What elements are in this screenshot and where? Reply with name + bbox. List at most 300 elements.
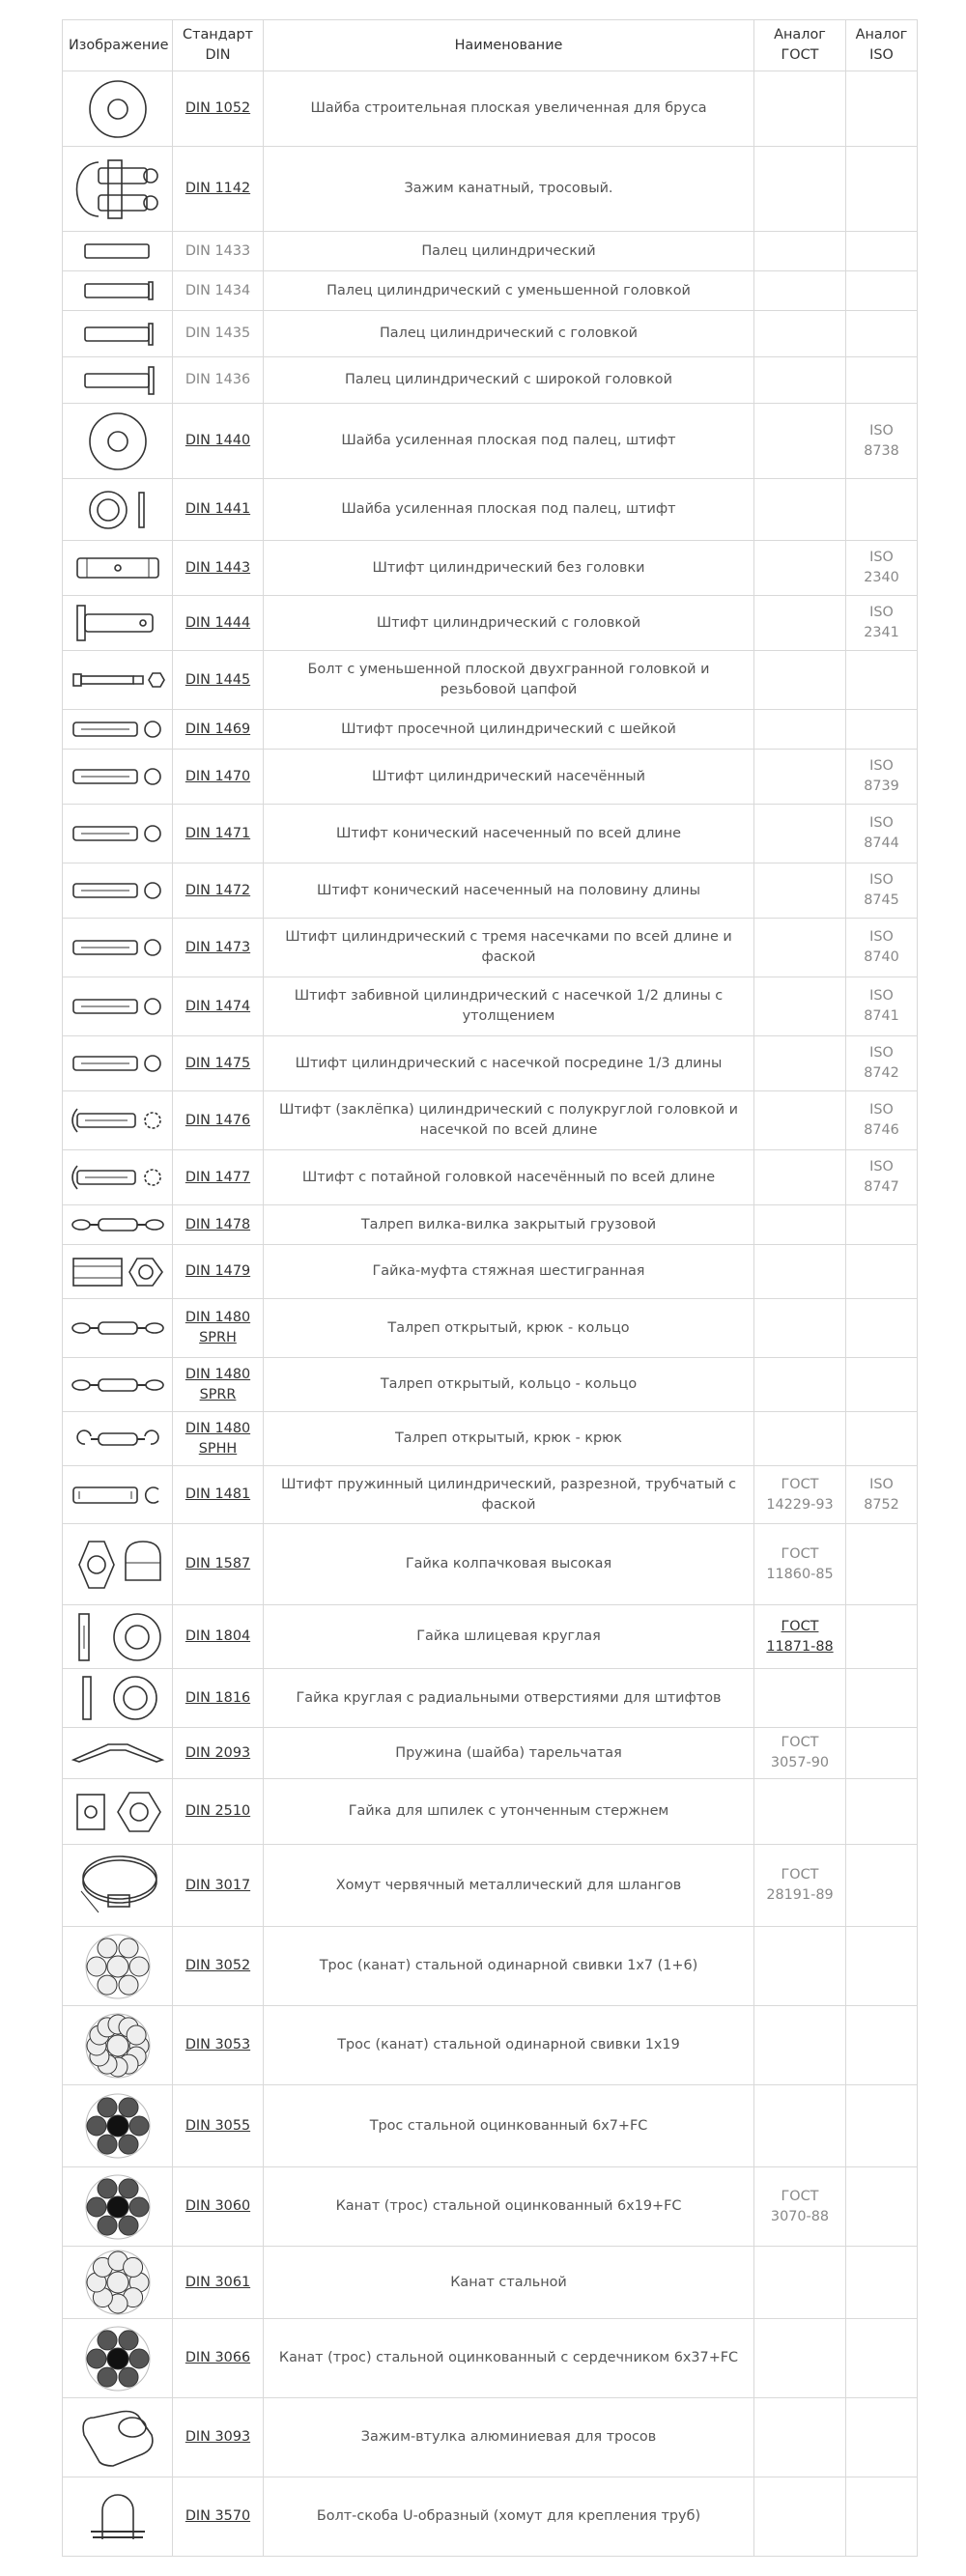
table-row [63,1299,918,1358]
din-cell [173,1205,264,1245]
din-cell [173,805,264,863]
din-link[interactable]: DIN 2510 [185,1803,251,1819]
table-row [63,2477,918,2557]
image-cell [63,977,173,1036]
image-cell [63,1358,173,1412]
image-cell [63,1779,173,1845]
image-cell [63,750,173,805]
din-link[interactable]: DIN 1477 [185,1169,251,1185]
turnbuckle-icon [69,1214,166,1235]
din-link[interactable]: DIN 3061 [185,2274,251,2290]
iso-cell [846,1358,918,1412]
gost-cell [754,750,846,805]
name-cell: Зажим канатный, тросовый. [264,147,754,232]
table-row [63,541,918,596]
gost-cell [754,710,846,750]
gost-cell [754,2477,846,2557]
iso-cell [846,2085,918,2167]
din-link[interactable]: DIN 1473 [185,939,251,955]
table-row [63,2398,918,2477]
table-row [63,2085,918,2167]
iso-cell [846,651,918,710]
image-cell [63,311,173,357]
image-cell [63,1728,173,1779]
din-cell [173,1728,264,1779]
image-cell [63,2319,173,2398]
gost-cell [754,1605,846,1669]
name-cell: Трос (канат) стальной одинарной свивки 1x19 [264,2006,754,2085]
name-cell: Зажим-втулка алюминиевая для тросов [264,2398,754,2477]
image-cell [63,1466,173,1524]
image-cell [63,2167,173,2247]
image-cell [63,1927,173,2006]
table-row [63,805,918,863]
gost-cell [754,71,846,147]
din-link[interactable]: DIN 1443 [185,559,251,576]
gost-label: ГОСТ 14229-93 [766,1476,834,1513]
iso-cell: ISO 8745 [846,863,918,919]
iso-cell [846,71,918,147]
din-cell [173,1927,264,2006]
gost-cell [754,479,846,541]
din-cell [173,1524,264,1605]
din-link[interactable]: DIN 1587 [185,1556,251,1571]
gost-cell [754,1466,846,1524]
name-cell: Штифт цилиндрический с головкой [264,596,754,651]
image-cell [63,147,173,232]
turnbuckle-hook-eye-icon [69,1317,166,1339]
header-din: Стандарт DIN [173,20,264,71]
grooved-rivet-icon [69,1103,166,1138]
din-link[interactable]: DIN 1445 [185,671,251,688]
name-cell: Гайка шлицевая круглая [264,1605,754,1669]
din-cell [173,750,264,805]
iso-cell [846,1524,918,1605]
iso-cell [846,479,918,541]
gost-label: ГОСТ 3070-88 [770,2188,830,2224]
gost-cell [754,541,846,596]
din-cell [173,404,264,479]
turnbuckle-eye-eye-icon [69,1374,166,1396]
name-cell: Штифт цилиндрический с насечкой посредине 1/3 длины [264,1036,754,1091]
iso-cell [846,271,918,311]
image-cell [63,357,173,404]
din-cell [173,1845,264,1927]
table-row [63,1412,918,1466]
table-row [63,710,918,750]
iso-cell: ISO 8752 [846,1466,918,1524]
wire-rope-1x7-icon [69,1931,166,2002]
din-cell [173,232,264,271]
din-cell [173,479,264,541]
name-cell: Талреп открытый, крюк - крюк [264,1412,754,1466]
cap-nut-icon [69,1534,166,1596]
din-cell [173,357,264,404]
stud-nut-icon [69,1785,166,1839]
image-cell [63,805,173,863]
name-cell: Хомут червячный металлический для шлангов [264,1845,754,1927]
header-name: Наименование [264,20,754,71]
din-cell [173,147,264,232]
iso-cell [846,1845,918,1927]
gost-cell [754,1845,846,1927]
grooved-pin-icon [69,930,166,965]
image-cell [63,71,173,147]
table-row [63,1091,918,1150]
image-cell [63,1845,173,1927]
din-link[interactable]: DIN 3052 [185,1958,251,1973]
gost-cell [754,863,846,919]
header-image: Изображение [63,20,173,71]
image-cell [63,2006,173,2085]
din-link[interactable]: DIN 1480 SPRH [185,1310,251,1345]
din-link[interactable]: DIN 1479 [185,1263,251,1279]
name-cell: Палец цилиндрический с широкой головкой [264,357,754,404]
din-link[interactable]: DIN 3055 [185,2117,251,2134]
name-cell: Гайка круглая с радиальными отверстиями для штифтов [264,1669,754,1728]
name-cell: Гайка-муфта стяжная шестигранная [264,1245,754,1299]
pin-icon [69,232,166,270]
table-row [63,1728,918,1779]
din-cell [173,1036,264,1091]
image-cell [63,2398,173,2477]
name-cell: Штифт забивной цилиндрический с насечкой 1/2 длины с утолщением [264,977,754,1036]
table-row [63,1605,918,1669]
wire-rope-6x19-icon [69,2171,166,2243]
din-cell [173,1605,264,1669]
gost-link[interactable]: ГОСТ 11871-88 [766,1618,834,1655]
iso-cell: ISO 8747 [846,1150,918,1205]
table-row [63,1466,918,1524]
disc-spring-icon [69,1739,166,1768]
name-cell: Талреп вилка-вилка закрытый грузовой [264,1205,754,1245]
gost-label: ГОСТ 28191-89 [766,1867,834,1903]
washer-icon [69,410,166,472]
headed-pin-icon [69,600,166,646]
iso-cell [846,1669,918,1728]
iso-cell: ISO 8742 [846,1036,918,1091]
table-row [63,1245,918,1299]
pin-wide-head-icon [69,361,166,400]
iso-cell [846,2477,918,2557]
image-cell [63,710,173,750]
u-bolt-icon [69,2485,166,2549]
gost-cell [754,2247,846,2319]
name-cell: Канат (трос) стальной оцинкованный с сердечником 6x37+FC [264,2319,754,2398]
din-cell [173,2006,264,2085]
table-row [63,1524,918,1605]
gost-cell [754,147,846,232]
din-link[interactable]: DIN 1475 [185,1055,251,1071]
iso-cell [846,311,918,357]
name-cell: Канат стальной [264,2247,754,2319]
table-row [63,271,918,311]
din-link[interactable]: DIN 1444 [185,614,251,631]
slotted-round-nut-icon [69,1606,166,1668]
wire-rope-clamp-icon [69,151,166,228]
din-label: DIN 1433 [185,242,251,259]
table-row [63,1845,918,1927]
gost-cell [754,1779,846,1845]
image-cell [63,541,173,596]
name-cell: Гайка для шпилек с утонченным стержнем [264,1779,754,1845]
washer-side-icon [69,489,166,531]
gost-cell [754,977,846,1036]
spring-pin-icon [69,1478,166,1513]
din-link[interactable]: DIN 1469 [185,721,251,737]
ferrule-icon [69,2406,166,2470]
table-row [63,596,918,651]
name-cell: Штифт цилиндрический насечённый [264,750,754,805]
table-row [63,1205,918,1245]
table-row [63,2167,918,2247]
din-link[interactable]: DIN 3093 [185,2429,251,2445]
din-cell [173,1091,264,1150]
din-cell [173,2477,264,2557]
din-cell [173,1466,264,1524]
grooved-pin-icon [69,816,166,851]
din-cell [173,71,264,147]
iso-cell [846,232,918,271]
din-link[interactable]: DIN 1474 [185,998,251,1014]
din-link[interactable]: DIN 1480 SPHH [185,1420,251,1457]
name-cell: Талреп открытый, крюк - кольцо [264,1299,754,1358]
name-cell: Штифт (заклёпка) цилиндрический с полукруглой головкой и насечкой по всей длине [264,1091,754,1150]
table-row [63,750,918,805]
iso-cell [846,1412,918,1466]
din-cell [173,541,264,596]
image-cell [63,479,173,541]
iso-cell [846,1728,918,1779]
wire-rope-1x19-icon [69,2010,166,2081]
round-nut-holes-icon [69,1671,166,1725]
gost-cell [754,311,846,357]
image-cell [63,2247,173,2319]
iso-cell [846,2247,918,2319]
gost-cell [754,232,846,271]
name-cell: Штифт с потайной головкой насечённый по всей длине [264,1150,754,1205]
grooved-pin-icon [69,712,166,747]
din-cell [173,311,264,357]
din-link[interactable]: DIN 1804 [185,1628,251,1644]
name-cell: Пружина (шайба) тарельчатая [264,1728,754,1779]
washer-icon [69,78,166,140]
image-cell [63,1150,173,1205]
name-cell: Штифт конический насеченный на половину длины [264,863,754,919]
gost-cell [754,2398,846,2477]
din-link[interactable]: DIN 3053 [185,2037,251,2052]
gost-cell [754,596,846,651]
gost-cell [754,1358,846,1412]
image-cell [63,1205,173,1245]
din-link[interactable]: DIN 3570 [185,2508,251,2524]
wire-rope-6x37-icon [69,2323,166,2394]
image-cell [63,1245,173,1299]
din-cell [173,977,264,1036]
gost-cell [754,805,846,863]
table-row [63,651,918,710]
iso-cell [846,1605,918,1669]
table-header-row [63,20,918,71]
table-row [63,863,918,919]
table-row [63,1779,918,1845]
din-link[interactable]: DIN 1478 [185,1216,251,1232]
grooved-pin-icon [69,989,166,1024]
table-row [63,2006,918,2085]
din-link[interactable]: DIN 3060 [185,2198,251,2214]
gost-cell [754,1524,846,1605]
din-link[interactable]: DIN 3066 [185,2350,251,2365]
din-link[interactable]: DIN 1052 [185,100,251,116]
din-link[interactable]: DIN 3017 [185,1877,251,1893]
din-cell [173,863,264,919]
table-row [63,1927,918,2006]
headless-pin-icon [69,549,166,587]
iso-cell [846,2398,918,2477]
hose-clamp-icon [69,1847,166,1924]
image-cell [63,2477,173,2557]
image-cell [63,1524,173,1605]
din-cell [173,710,264,750]
image-cell [63,232,173,271]
image-cell [63,651,173,710]
name-cell: Канат (трос) стальной оцинкованный 6x19+FC [264,2167,754,2247]
image-cell [63,2085,173,2167]
image-cell [63,1299,173,1358]
din-link[interactable]: DIN 1471 [185,825,251,841]
grooved-pin-icon [69,873,166,908]
din-link[interactable]: DIN 1441 [185,501,251,517]
name-cell: Гайка колпачковая высокая [264,1524,754,1605]
gost-cell [754,2085,846,2167]
image-cell [63,1091,173,1150]
iso-cell [846,2006,918,2085]
table-row [63,2247,918,2319]
iso-cell [846,2167,918,2247]
iso-cell [846,1245,918,1299]
image-cell [63,404,173,479]
iso-cell: ISO 8744 [846,805,918,863]
din-cell [173,1299,264,1358]
image-cell [63,863,173,919]
name-cell: Штифт цилиндрический без головки [264,541,754,596]
iso-cell [846,1927,918,2006]
table-row [63,1036,918,1091]
image-cell [63,596,173,651]
name-cell: Трос стальной оцинкованный 6x7+FC [264,2085,754,2167]
name-cell: Болт с уменьшенной плоской двухгранной головкой и резьбовой цапфой [264,651,754,710]
iso-cell [846,2319,918,2398]
din-cell [173,2319,264,2398]
din-link[interactable]: DIN 1470 [185,768,251,784]
iso-cell [846,1205,918,1245]
din-cell [173,651,264,710]
gost-cell [754,1927,846,2006]
image-cell [63,271,173,311]
wire-rope-icon [69,2247,166,2318]
table-row [63,479,918,541]
iso-cell [846,357,918,404]
gost-cell [754,404,846,479]
table-row [63,357,918,404]
din-link[interactable]: DIN 1816 [185,1689,251,1706]
gost-cell [754,919,846,977]
name-cell: Шайба строительная плоская увеличенная для бруса [264,71,754,147]
image-cell [63,1605,173,1669]
grooved-rivet-icon [69,1160,166,1195]
gost-cell [754,1728,846,1779]
table-row [63,919,918,977]
din-cell [173,1150,264,1205]
coupling-nut-icon [69,1251,166,1293]
iso-cell: ISO 2341 [846,596,918,651]
din-link[interactable]: DIN 2093 [185,1744,251,1761]
din-link[interactable]: DIN 1472 [185,882,251,898]
wire-rope-6x7-icon [69,2090,166,2162]
iso-cell: ISO 2340 [846,541,918,596]
table-row [63,1150,918,1205]
grooved-pin-icon [69,1046,166,1081]
din-link[interactable]: DIN 1480 SPRR [185,1366,251,1402]
gost-cell [754,2167,846,2247]
gost-cell [754,1091,846,1150]
gost-cell [754,1299,846,1358]
din-cell [173,271,264,311]
gost-cell [754,1036,846,1091]
name-cell: Трос (канат) стальной одинарной свивки 1x7 (1+6) [264,1927,754,2006]
bolt-icon [69,665,166,694]
din-cell [173,1779,264,1845]
gost-cell [754,1150,846,1205]
pin-head-icon [69,315,166,354]
din-link[interactable]: DIN 1476 [185,1112,251,1128]
din-cell [173,1412,264,1466]
table-row [63,977,918,1036]
din-link[interactable]: DIN 1481 [185,1486,251,1502]
table-row [63,1669,918,1728]
din-label: DIN 1436 [185,372,251,387]
header-gost: Аналог ГОСТ [754,20,846,71]
table-row [63,71,918,147]
table-row [63,232,918,271]
table-row [63,404,918,479]
din-cell [173,2247,264,2319]
name-cell: Штифт конический насеченный по всей длине [264,805,754,863]
din-link[interactable]: DIN 1440 [185,433,251,448]
iso-cell: ISO 8746 [846,1091,918,1150]
name-cell: Талреп открытый, кольцо - кольцо [264,1358,754,1412]
gost-cell [754,271,846,311]
din-cell [173,2167,264,2247]
iso-cell: ISO 8738 [846,404,918,479]
iso-cell [846,1299,918,1358]
pin-small-head-icon [69,271,166,310]
gost-label: ГОСТ 11860-85 [766,1545,834,1582]
gost-cell [754,357,846,404]
name-cell: Болт-скоба U-образный (хомут для крепления труб) [264,2477,754,2557]
iso-cell: ISO 8739 [846,750,918,805]
grooved-pin-icon [69,759,166,794]
gost-cell [754,2006,846,2085]
din-link[interactable]: DIN 1142 [185,181,251,196]
name-cell: Палец цилиндрический с уменьшенной головкой [264,271,754,311]
name-cell: Палец цилиндрический с головкой [264,311,754,357]
table-row [63,1358,918,1412]
image-cell [63,1669,173,1728]
din-cell [173,919,264,977]
name-cell: Штифт пружинный цилиндрический, разрезной, трубчатый с фаской [264,1466,754,1524]
name-cell: Шайба усиленная плоская под палец, штифт [264,479,754,541]
